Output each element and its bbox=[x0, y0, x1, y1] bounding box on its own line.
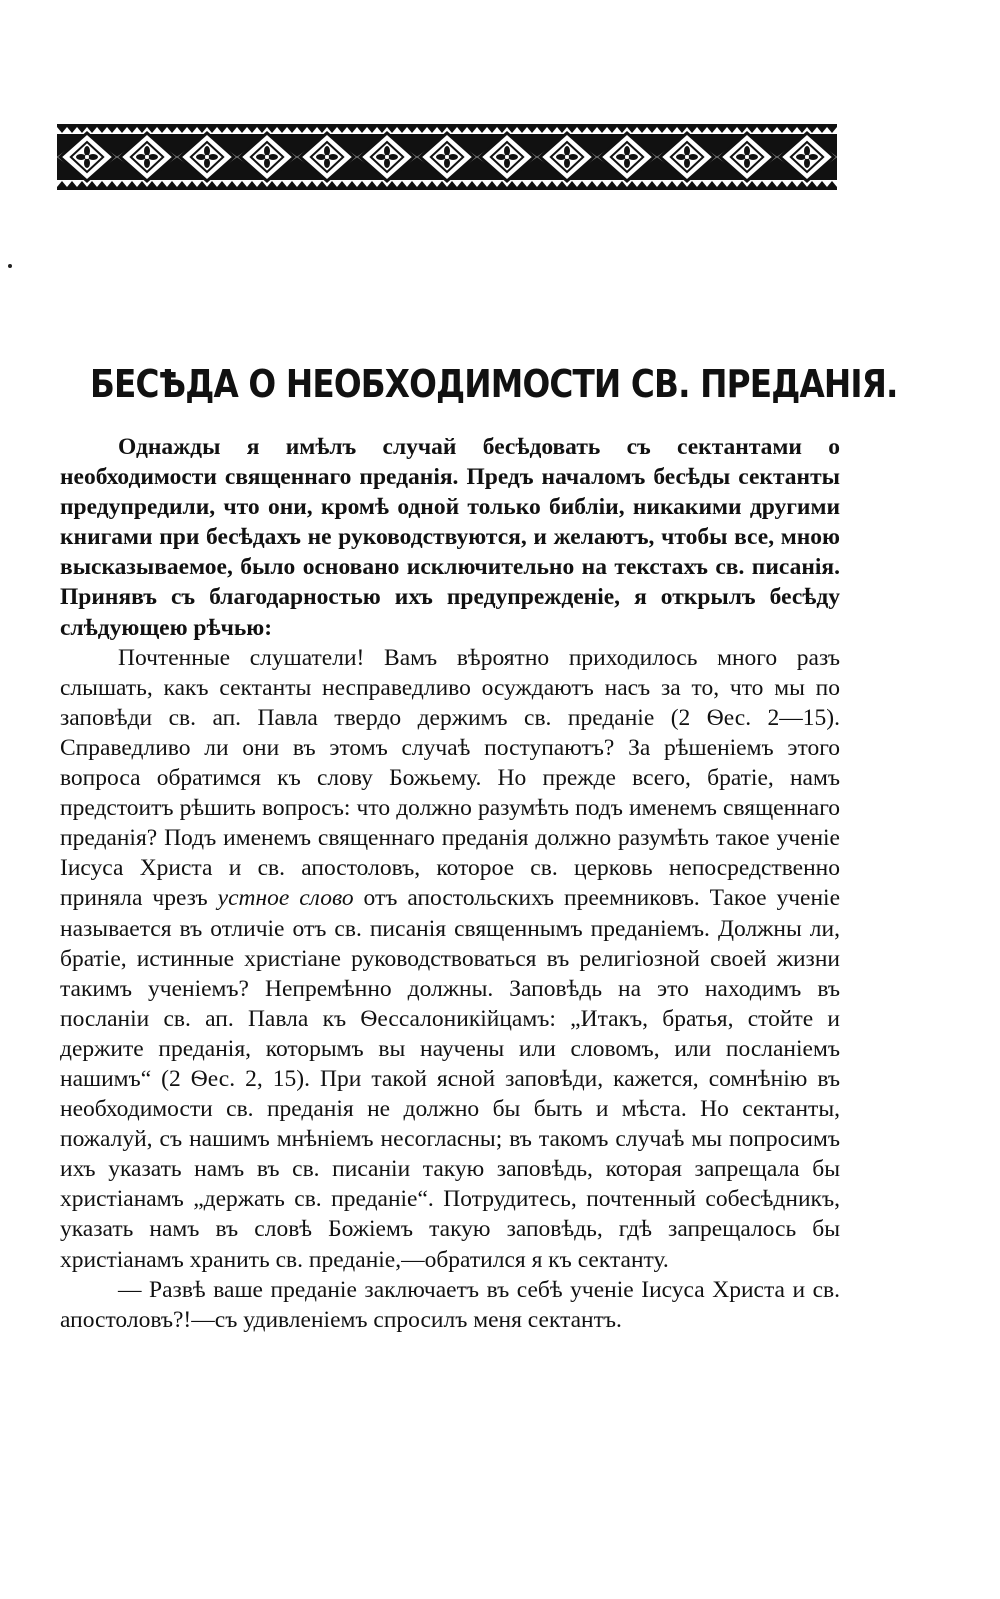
paragraph-intro: Однажды я имѣлъ случай бесѣдовать съ сектантами о необходимости священнаго преданія. Предъ началомъ бесѣды сектанты предупредили, что они, кромѣ одной только библіи, никакими другими книгами при бесѣдахъ не руководствуются, и желаютъ, чтобы все, мною высказываемое, было основано исключительно на текстахъ св. писанія. Принявъ съ благодарностью ихъ предупрежденіе, я открылъ бесѣду слѣдующею рѣчью: bbox=[60, 434, 840, 641]
ornamental-header-band bbox=[57, 122, 837, 192]
paragraph-speech bbox=[60, 643, 840, 1275]
ornament-motif bbox=[657, 133, 717, 181]
ornament-motif bbox=[357, 133, 417, 181]
paragraph-sectarian-reply: — Развѣ ваше преданіе заключаетъ въ себѣ ученіе Іисуса Христа и св. апостоловъ?!—съ удивленіемъ спросилъ меня сектантъ. bbox=[60, 1276, 840, 1333]
ornament-motif bbox=[597, 133, 657, 181]
ornament-motif bbox=[117, 133, 177, 181]
stray-dot-mark bbox=[8, 264, 12, 268]
page-title: БЕСѢДА О НЕОБХОДИМОСТИ СВ. ПРЕДАНІЯ. bbox=[90, 362, 898, 406]
ornament-motif bbox=[417, 133, 477, 181]
paragraph-speech-part-2: отъ апостольскихъ преемниковъ. Такое ученіе называется въ отличіе отъ св. писанія священнымъ преданіемъ. Должны ли, братіе, истинные христіане руководствоваться въ религіозной своей жизни такимъ ученіемъ? Непремѣнно должны. Заповѣдь на это находимъ въ посланіи св. ап. Павла къ Ѳессалоникійцамъ: „Итакъ, братья, стойте и держите преданія, которымъ вы научены или словомъ, или посланіемъ нашимъ“ (2 Ѳес. 2, 15). При такой ясной заповѣди, кажется, сомнѣнію въ необходимости св. преданія не должно бы быть и мѣста. Но сектанты, пожалуй, съ нашимъ мнѣніемъ несогласны; въ такомъ случаѣ мы попросимъ ихъ указать намъ въ св. писаніи такую заповѣдь, которая запрещала бы христіанамъ „держать св. преданіе“. Потрудитесь, почтенный собесѣдникъ, указать намъ въ словѣ Божіемъ такую заповѣдь, гдѣ запрещалось бы христіанамъ хранить св. преданіе,—обратился я къ сектанту. bbox=[60, 885, 841, 1273]
ornament-motif bbox=[297, 133, 357, 181]
ornament-motif bbox=[57, 133, 117, 181]
emphasis-oral-word: устное слово bbox=[217, 885, 354, 912]
ornament-motif bbox=[237, 133, 297, 181]
ornament-motif bbox=[717, 133, 777, 181]
ornament-motif bbox=[537, 133, 597, 181]
ornament-motif bbox=[777, 133, 837, 181]
ornament-motif bbox=[477, 133, 537, 181]
article-body bbox=[60, 432, 840, 1335]
paragraph-speech-part-1: Почтенные слушатели! Вамъ вѣроятно приходилось много разъ слышать, какъ сектанты несправедливо осуждаютъ насъ за то, что мы по заповѣди св. ап. Павла твердо держимъ св. преданіе (2 Ѳес. 2—15). Справедливо ли они въ этомъ случаѣ поступаютъ? За рѣшеніемъ этого вопроса обратимся къ слову Божьему. Но прежде всего, братіе, намъ предстоитъ рѣшить вопросъ: что должно разумѣть подъ именемъ священнаго преданія? Подъ именемъ священнаго преданія должно разумѣть такое ученіе Іисуса Христа и св. апостоловъ, которое св. церковь непосредственно приняла чрезъ bbox=[60, 644, 840, 912]
ornament-motif bbox=[177, 133, 237, 181]
